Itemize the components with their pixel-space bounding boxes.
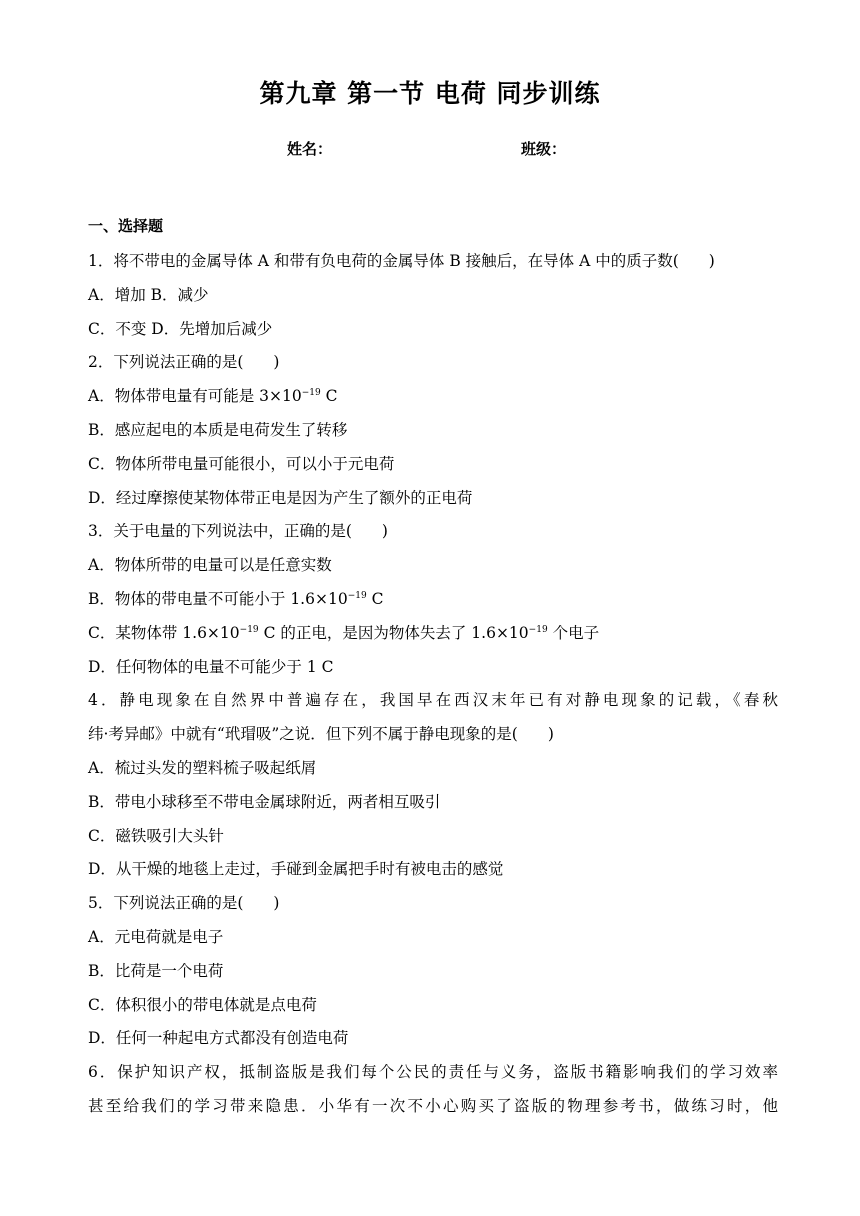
option-text: A．物体带电量有可能是 3×10 xyxy=(88,387,302,406)
exponent: −19 xyxy=(528,624,548,635)
option-text: C．某物体带 1.6×10 xyxy=(88,623,240,642)
question-text: 2．下列说法正确的是( xyxy=(88,353,244,372)
question-5-stem xyxy=(88,887,778,921)
question-text: 5．下列说法正确的是( xyxy=(88,894,244,913)
question-2-stem xyxy=(88,346,778,380)
question-text: 纬·考异邮》中就有“玳瑁吸”之说．但下列不属于静电现象的是( xyxy=(88,725,518,744)
question-text: 3．关于电量的下列说法中，正确的是( xyxy=(88,522,352,541)
question-6-stem-line-1: 6．保护知识产权，抵制盗版是我们每个公民的责任与义务，盗版书籍影响我们的学习效率 xyxy=(88,1063,778,1082)
section-heading: 一、选择题 xyxy=(88,217,164,235)
question-3-option-b xyxy=(88,583,778,617)
answer-bracket-close: ) xyxy=(273,894,280,913)
question-text: 1．将不带电的金属导体 A 和带有负电荷的金属导体 B 接触后，在导体 A 中的质子数( xyxy=(88,252,679,270)
question-3-option-c xyxy=(88,617,778,651)
question-4-option-b: B．带电小球移至不带电金属球附近，两者相互吸引 xyxy=(88,792,441,811)
name-field-label: 姓名： xyxy=(287,140,333,158)
question-5-option-a: A．元电荷就是电子 xyxy=(88,927,224,946)
answer-bracket-close: ) xyxy=(381,522,388,541)
question-4-stem-line-1: 4．静电现象在自然界中普遍存在，我国早在西汉末年已有对静电现象的记载，《春秋 xyxy=(88,691,778,710)
exponent: −19 xyxy=(301,388,321,399)
option-text-end: 个电子 xyxy=(547,623,600,642)
question-4-option-d: D．从干燥的地毯上走过，手碰到金属把手时有被电击的感觉 xyxy=(88,860,504,879)
question-1-options-cd: C．不变 D．先增加后减少 xyxy=(88,319,273,338)
question-2-option-d: D．经过摩擦使某物体带正电是因为产生了额外的正电荷 xyxy=(88,488,473,507)
page-title: 第九章 第一节 电荷 同步训练 xyxy=(259,79,601,108)
question-2-option-a xyxy=(88,380,778,414)
question-5-option-d: D．任何一种起电方式都没有创造电荷 xyxy=(88,1029,349,1048)
question-2-option-c: C．物体所带电量可能很小，可以小于元电荷 xyxy=(88,454,395,473)
question-2-option-b: B．感应起电的本质是电荷发生了转移 xyxy=(88,420,348,439)
question-6-stem-line-2: 甚至给我们的学习带来隐患．小华有一次不小心购买了盗版的物理参考书，做练习时，他 xyxy=(88,1096,778,1115)
exponent: −19 xyxy=(347,590,367,601)
option-text: B．物体的带电量不可能小于 1.6×10 xyxy=(88,589,348,608)
question-3-option-d: D．任何物体的电量不可能少于 1 C xyxy=(88,657,334,676)
option-text-middle: C 的正电，是因为物体失去了 1.6×10 xyxy=(258,623,529,642)
question-4-stem-line-2 xyxy=(88,718,778,752)
question-3-option-a: A．物体所带的电量可以是任意实数 xyxy=(88,556,332,575)
question-4-option-a: A．梳过头发的塑料梳子吸起纸屑 xyxy=(88,758,317,777)
answer-bracket-close: ) xyxy=(273,353,280,372)
question-5-option-c: C．体积很小的带电体就是点电荷 xyxy=(88,995,317,1014)
answer-bracket-close: ) xyxy=(708,252,715,270)
exponent: −19 xyxy=(239,624,259,635)
unit-text: C xyxy=(320,387,338,406)
question-4-option-c: C．磁铁吸引大头针 xyxy=(88,826,224,845)
question-1-options-ab: A．增加 B．减少 xyxy=(88,285,209,304)
class-field-label: 班级： xyxy=(521,140,567,158)
question-5-option-b: B．比荷是一个电荷 xyxy=(88,961,224,980)
question-1-stem xyxy=(88,245,778,279)
question-3-stem xyxy=(88,515,778,549)
question-list xyxy=(88,245,778,1124)
unit-text: C xyxy=(366,589,384,608)
answer-bracket-close: ) xyxy=(547,725,554,744)
